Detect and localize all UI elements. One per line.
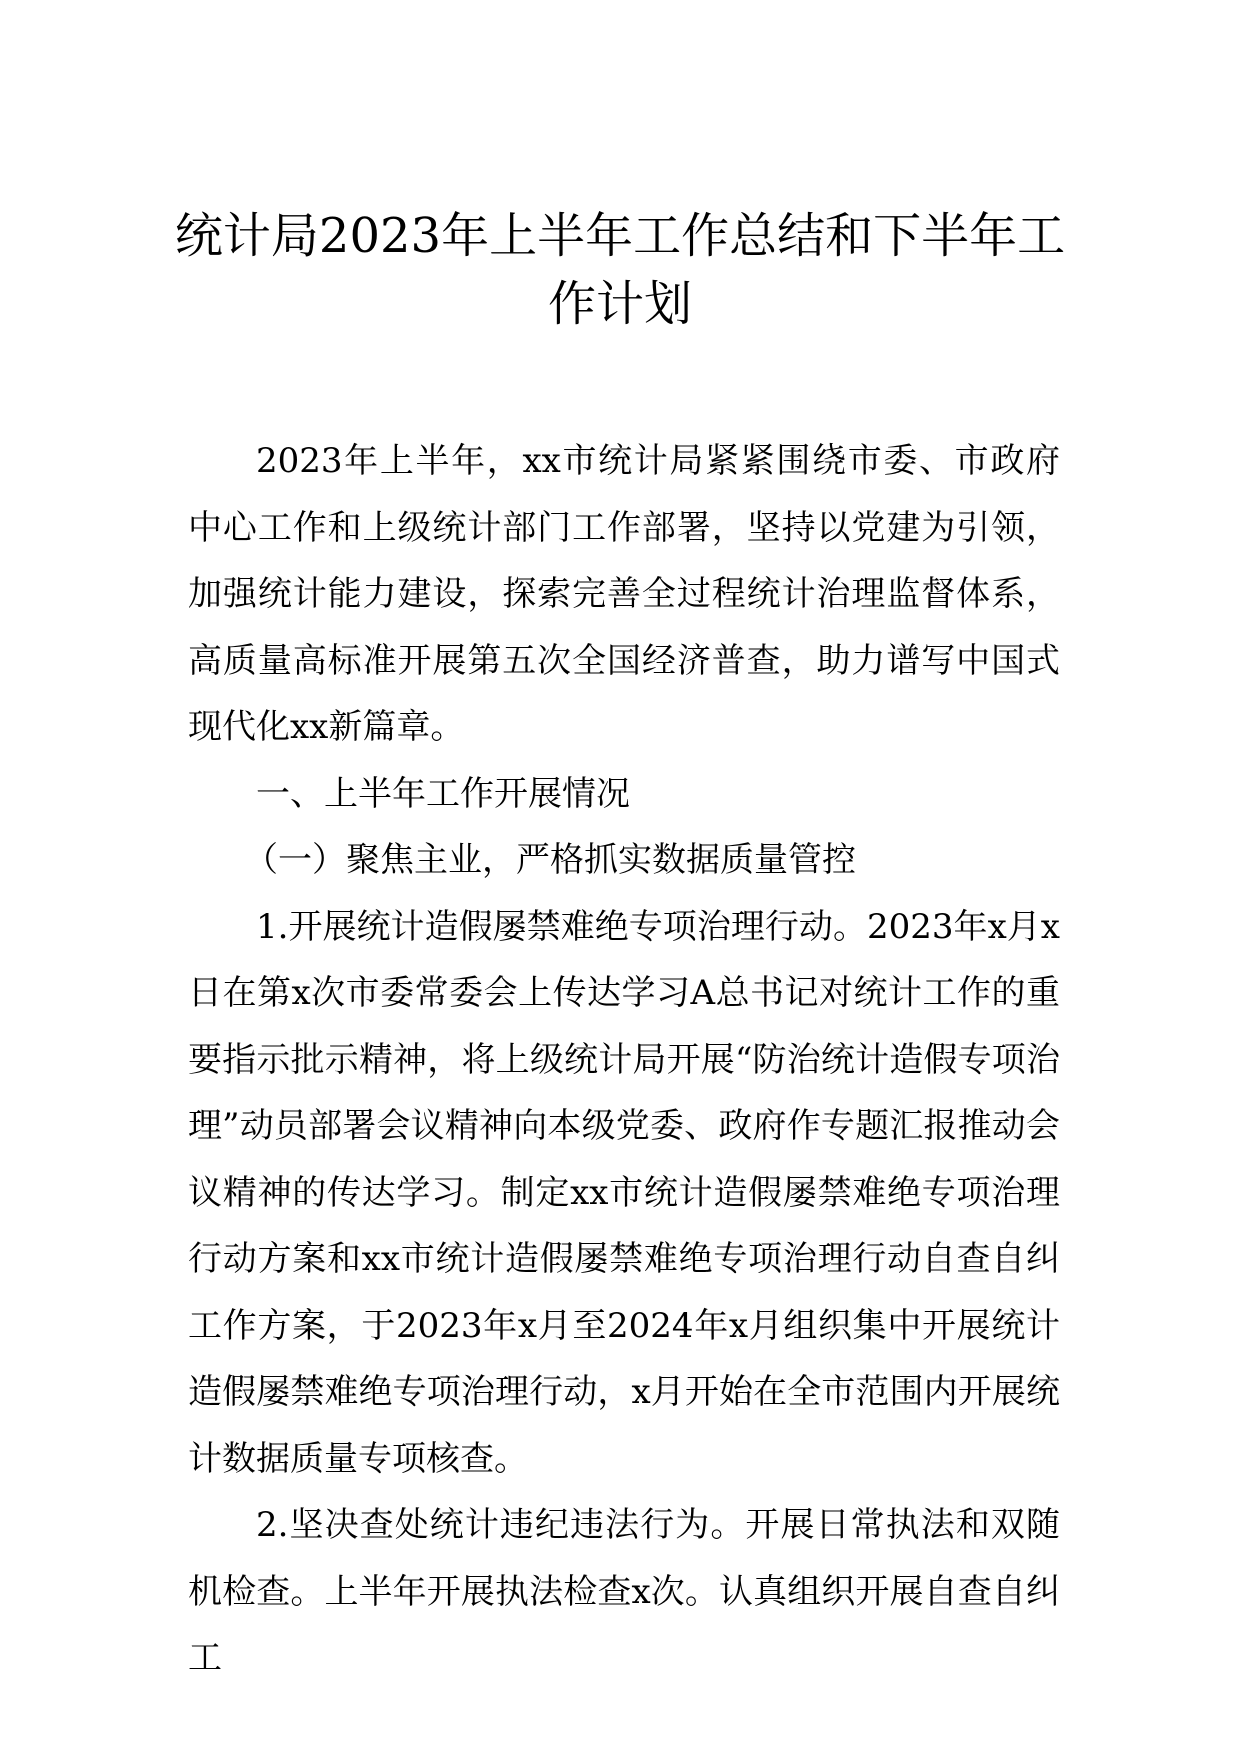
document-body — [188, 428, 1060, 1692]
title-line-2: 作计划 — [547, 276, 692, 332]
item-paragraph-2: 2.坚决查处统计违纪违法行为。开展日常执法和双随机检查。上半年开展执法检查x次。认真组织开展自查自纠工 — [188, 1505, 1060, 1678]
title-line-1: 统计局2023年上半年工作总结和下半年工 — [174, 208, 1066, 264]
intro-paragraph: 2023年上半年，xx市统计局紧紧围绕市委、市政府中心工作和上级统计部门工作部署，坚持以党建为引领，加强统计能力建设，探索完善全过程统计治理监督体系，高质量高标准开展第五次全国经济普查，助力谱写中国式现代化xx新篇章。 — [188, 441, 1060, 747]
subsection-heading-1: （一）聚焦主业，严格抓实数据质量管控 — [244, 840, 856, 880]
document-title — [150, 202, 1090, 338]
item-paragraph-1: 1.开展统计造假屡禁难绝专项治理行动。2023年x月x日在第x次市委常委会上传达学习A总书记对统计工作的重要指示批示精神，将上级统计局开展“防治统计造假专项治理”动员部署会议精神向本级党委、政府作专题汇报推动会议精神的传达学习。制定xx市统计造假屡禁难绝专项治理行动方案和xx市统计造假屡禁难绝专项治理行动自查自纠工作方案，于2023年x月至2024年x月组织集中开展统计造假屡禁难绝专项治理行动，x月开始在全市范围内开展统计数据质量专项核查。 — [188, 906, 1060, 1479]
section-heading-1: 一、上半年工作开展情况 — [256, 773, 630, 814]
